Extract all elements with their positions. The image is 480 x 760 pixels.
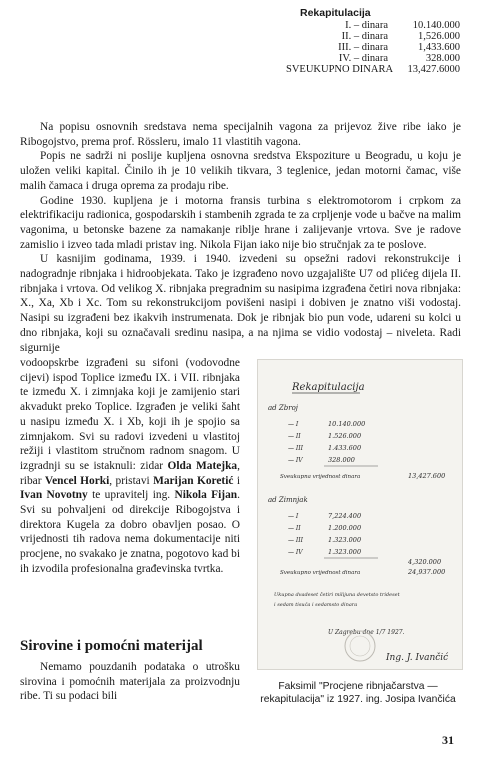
text-run: . Svi su pohvaljeni od direkcije Ribogojstva i direktora Kugela za dobro obavljen posao. O vrijednosti tih radova nema dokumentacije niti procjene, no svakako je znatna, pogotovo kad bi ih izvodila profesionalna građevinska tvrtka.: [20, 489, 240, 575]
fac-total-label: Sveukupna vrijednost dinara: [280, 474, 361, 480]
paragraph: [20, 356, 240, 577]
fac-note: Ukupna dvadeset četiri milijuna devetsto trideset: [274, 592, 400, 598]
fac-total-value: 24,937.000: [408, 568, 446, 576]
stamp-seal-inner: [350, 636, 370, 656]
person-name: Ivan Novotny: [20, 489, 88, 502]
fac-row-mark: — II: [288, 525, 301, 532]
person-name: Marijan Koretić: [153, 474, 234, 487]
fac-place-date: U Zagrebu dne 1/7 1927.: [328, 629, 405, 636]
fac-total-value: 13,427.600: [408, 472, 446, 480]
fac-value: 328.000: [328, 456, 355, 464]
recap-title: Rekapitulacija: [300, 7, 371, 19]
recap-row: [286, 64, 460, 75]
fac-row-mark: — I: [288, 513, 299, 520]
recap-label: III. – dinara: [338, 42, 388, 53]
fac-value: 1.323.000: [328, 536, 362, 544]
text-run: vodoopskrbe izgrađeni su sifoni (vodovodne cijevi) ispod Toplice između IX. i VII. ribnjaka te između X. i zimnjaka koji je zamijenio stari akvadukt preko Toplice. Izgrađen je veliki šaht u nasipu između X. i Xb, koji ih je spojio sa zimnjakom. Svi su radovi izvedeni u vlastitoj režiji i vlastitom stručnom radnom snagom. U izgradnji su se istaknuli: zidar: [20, 357, 240, 472]
recap-amount: 10.140.000: [412, 20, 460, 31]
recap-row: [286, 31, 460, 42]
recapitulation-table: [286, 8, 460, 75]
person-name: Olda Matejka: [167, 459, 238, 472]
recap-row: [286, 42, 460, 53]
recap-total-amount: 13,427.6000: [407, 64, 460, 75]
fac-value: 7,224.400: [328, 512, 362, 520]
fac-section2: ad Zimnjak: [268, 496, 308, 504]
person-name: Nikola Fijan: [174, 489, 238, 502]
text-run: , pristavi: [109, 474, 154, 487]
paragraph: U kasnijim godinama, 1939. i 1940. izvedeni su opsežni radovi rekonstrukcije i nadogradnje ribnjaka i hidroobjekata. Tako je izgrađeno novo uzgajalište U7 od plićeg dijela II. ribnjaka i vrtova. Od velikog X. ribnjaka pregradnim su nasipima izgrađena četiri nova ribnjaka: X., Xa, Xb i Xc. Tom su rekonstrukcijom povišeni nasipi i dobiven je znatno viši vodostaj. Nasipi su izgrađeni bez ikakvih instrumenata. Dok je ribnjak bio pun vode, udareni su kolci u dno ribnjaka, koji su označavali sredinu nasipa, a na njima se vidio vodostaj – niveleta. Radi sigurnije: [20, 253, 461, 354]
fac-row-mark: — IV: [288, 457, 303, 464]
recap-label: IV. – dinara: [338, 53, 388, 64]
figure-caption: Faksimil "Procjene ribnjačarstva — rekapitulacija" iz 1927. ing. Josipa Ivančića: [260, 681, 456, 705]
fac-total-label: Sveukupno vrijednost dinara: [280, 570, 361, 576]
recap-total-label: SVEUKUPNO DINARA: [286, 64, 394, 75]
fac-note: i sedam tisuća i sedamsto dinara: [274, 602, 358, 608]
recap-amount: 1,433.600: [418, 42, 460, 53]
fac-title: Rekapitulacija: [292, 382, 365, 393]
fac-signature: Ing. J. Ivančić: [386, 653, 449, 663]
fac-value: 1.433.600: [328, 444, 362, 452]
recap-amount: 328.000: [425, 53, 460, 64]
section-text: [20, 660, 240, 704]
fac-value: 1.526.000: [328, 432, 362, 440]
fac-row-mark: — III: [288, 445, 304, 452]
paragraph: Popis ne sadrži ni poslije kupljena osnovna sredstva Ekspoziture u Beogradu, u koju je uložen veliki kapital. Činilo ih je 10 velikih tikvara, 3 teglenice, jedan motorni čamac, više malih čamaca i druga oprema za prodaju ribe.: [20, 150, 461, 192]
paragraph: Na popisu osnovnih sredstava nema specijalnih vagona za prijevoz žive ribe iako je Ribogojstvo, prema prof. Rössleru, imalo 11 vlastitih vagona.: [20, 121, 461, 148]
fac-value: 1.323.000: [328, 548, 362, 556]
text-run: i: [233, 474, 240, 487]
fac-row-mark: — IV: [288, 549, 303, 556]
fac-row-mark: — II: [288, 433, 301, 440]
section-heading: Sirovine i pomoćni materijal: [20, 638, 203, 654]
fac-section1: ad Zbroj: [268, 404, 298, 412]
fac-value: 1.200.000: [328, 524, 362, 532]
fac-row-mark: — III: [288, 537, 304, 544]
fac-value: 10.140.000: [328, 420, 366, 428]
paragraph: Godine 1930. kupljena je i motorna fransis turbina s elektromotorom i crpkom za elektrifikaciju radionica, gospodarskih i stambenih zgrada te za crpljenje vode u bačve na malim vagonima, u betonske bazene za namakanje riblje hrane i zalijevanje vrtova. Sve je radove zamislio i izveo tada mladi pristav ing. Nikola Fijan iako nije bio stručnjak za te poslove.: [20, 194, 461, 251]
text-run: te upravitelj ing.: [87, 489, 175, 502]
paragraph: Nemamo pouzdanih podataka o utrošku sirovina i pomoćnih materijala za proizvodnju ribe. Ti su podaci bili: [20, 661, 240, 703]
fac-subtotal: 4,320.000: [408, 558, 442, 566]
person-name: Vencel Horki: [44, 474, 110, 487]
body-text: [20, 120, 461, 355]
wrapped-paragraph: [20, 356, 240, 577]
recap-row: [286, 53, 460, 64]
handwritten-document: [258, 360, 462, 669]
fac-row-mark: — I: [288, 421, 299, 428]
recap-label: I. – dinara: [345, 20, 388, 31]
recap-amount: 1,526.000: [418, 31, 460, 42]
text-run: , ribar: [20, 459, 240, 487]
recap-row: [286, 20, 460, 31]
facsimile-image: [257, 359, 463, 670]
recap-label: II. – dinara: [341, 31, 388, 42]
page-number: 31: [442, 733, 454, 747]
